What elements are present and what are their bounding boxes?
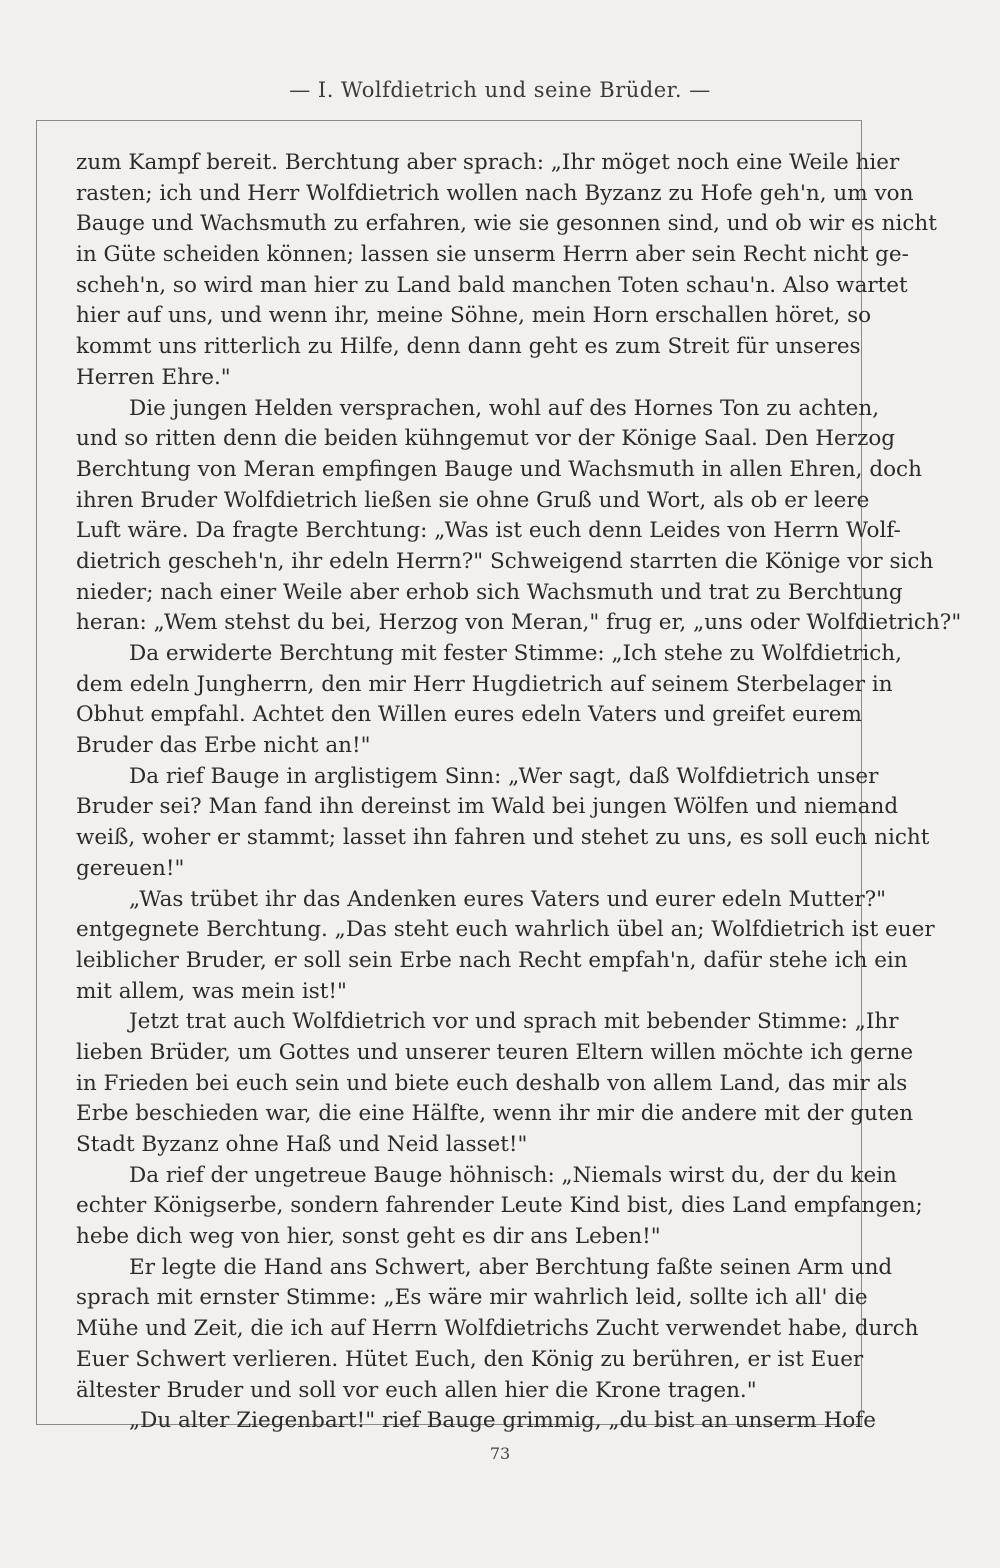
text-line: Erbe beschieden war, die eine Hälfte, wenn ihr mir die andere mit der guten xyxy=(76,1101,914,1127)
running-head: — I. Wolfdietrich und seine Brüder. — xyxy=(289,78,711,102)
text-line: echter Königserbe, sondern fahrender Leute Kind bist, dies Land empfangen; xyxy=(76,1193,923,1219)
text-line: gereuen!" xyxy=(76,855,185,881)
text-line: Obhut empfahl. Achtet den Willen eures edeln Vaters und greifet eurem xyxy=(76,702,862,728)
text-line: „Du alter Ziegenbart!" rief Bauge grimmig, „du bist an unserm Hofe xyxy=(129,1408,876,1434)
text-line: in Güte scheiden können; lassen sie unserm Herrn aber sein Recht nicht ge- xyxy=(76,242,909,268)
text-line: und so ritten denn die beiden kühngemut vor der Könige Saal. Den Herzog xyxy=(76,426,896,452)
text-line: lieben Brüder, um Gottes und unserer teuren Eltern willen möchte ich gerne xyxy=(76,1039,914,1065)
text-line: entgegnete Berchtung. „Das steht euch wahrlich übel an; Wolfdietrich ist euer xyxy=(76,917,935,943)
page-number: 73 xyxy=(489,1444,511,1463)
text-line: Da rief Bauge in arglistigem Sinn: „Wer sagt, daß Wolfdietrich unser xyxy=(129,763,879,789)
text-line: Die jungen Helden versprachen, wohl auf des Hornes Ton zu achten, xyxy=(129,395,880,421)
text-line: Luft wäre. Da fragte Berchtung: „Was ist euch denn Leides von Herrn Wolf- xyxy=(76,518,901,544)
text-line: zum Kampf bereit. Berchtung aber sprach: „Ihr möget noch eine Weile hier xyxy=(76,150,900,175)
text-line: Bruder sei? Man fand ihn dereinst im Wald bei jungen Wölfen und niemand xyxy=(76,794,899,820)
text-line: nieder; nach einer Weile aber erhob sich Wachsmuth und trat zu Berchtung xyxy=(76,579,903,605)
text-line: hebe dich weg von hier, sonst geht es dir ans Leben!" xyxy=(76,1224,661,1250)
text-line: leiblicher Bruder, er soll sein Erbe nach Recht empfah'n, dafür stehe ich ein xyxy=(76,947,908,973)
text-line: mit allem, was mein ist!" xyxy=(76,978,347,1004)
text-line: dem edeln Jungherrn, den mir Herr Hugdietrich auf seinem Sterbelager in xyxy=(76,671,893,697)
text-line: „Was trübet ihr das Andenken eures Vaters und eurer edeln Mutter?" xyxy=(129,886,887,912)
text-line: Herren Ehre." xyxy=(76,364,231,390)
text-line: ihren Bruder Wolfdietrich ließen sie ohne Gruß und Wort, als ob er leere xyxy=(76,487,870,513)
text-line: sprach mit ernster Stimme: „Es wäre mir wahrlich leid, sollte ich all' die xyxy=(76,1285,868,1311)
text-line: heran: „Wem stehst du bei, Herzog von Meran," frug er, „uns oder Wolfdietrich?" xyxy=(76,610,962,636)
text-line: rasten; ich und Herr Wolfdietrich wollen nach Byzanz zu Hofe geh'n, um von xyxy=(76,180,914,206)
text-line: Bauge und Wachsmuth zu erfahren, wie sie gesonnen sind, und ob wir es nicht xyxy=(76,211,937,237)
text-line: hier auf uns, und wenn ihr, meine Söhne, mein Horn erschallen höret, so xyxy=(76,303,872,329)
text-line: scheh'n, so wird man hier zu Land bald manchen Toten schau'n. Also wartet xyxy=(76,272,908,298)
text-line: weiß, woher er stammt; lasset ihn fahren und stehet zu uns, es soll euch nicht xyxy=(76,825,930,851)
text-line: Bruder das Erbe nicht an!" xyxy=(76,733,371,759)
text-line: Da rief der ungetreue Bauge höhnisch: „Niemals wirst du, der du kein xyxy=(129,1162,897,1188)
text-line: dietrich gescheh'n, ihr edeln Herrn?" Schweigend starrten die Könige vor sich xyxy=(76,548,934,574)
text-line: kommt uns ritterlich zu Hilfe, denn dann geht es zum Streit für unseres xyxy=(76,334,861,360)
body-text xyxy=(76,148,962,1437)
text-line: Er legte die Hand ans Schwert, aber Berchtung faßte seinen Arm und xyxy=(129,1254,893,1280)
text-line: Da erwiderte Berchtung mit fester Stimme: „Ich stehe zu Wolfdietrich, xyxy=(129,641,902,666)
text-line: in Frieden bei euch sein und biete euch deshalb von allem Land, das mir als xyxy=(76,1070,908,1096)
text-line: Stadt Byzanz ohne Haß und Neid lasset!" xyxy=(76,1132,528,1157)
text-line: Jetzt trat auch Wolfdietrich vor und sprach mit bebender Stimme: „Ihr xyxy=(129,1009,899,1035)
text-line: Berchtung von Meran empfingen Bauge und Wachsmuth in allen Ehren, doch xyxy=(76,456,922,482)
text-line: Mühe und Zeit, die ich auf Herrn Wolfdietrichs Zucht verwendet habe, durch xyxy=(76,1316,919,1342)
text-line: Euer Schwert verlieren. Hütet Euch, den König zu berühren, er ist Euer xyxy=(76,1346,864,1372)
text-line: ältester Bruder und soll vor euch allen hier die Krone tragen." xyxy=(76,1377,757,1403)
